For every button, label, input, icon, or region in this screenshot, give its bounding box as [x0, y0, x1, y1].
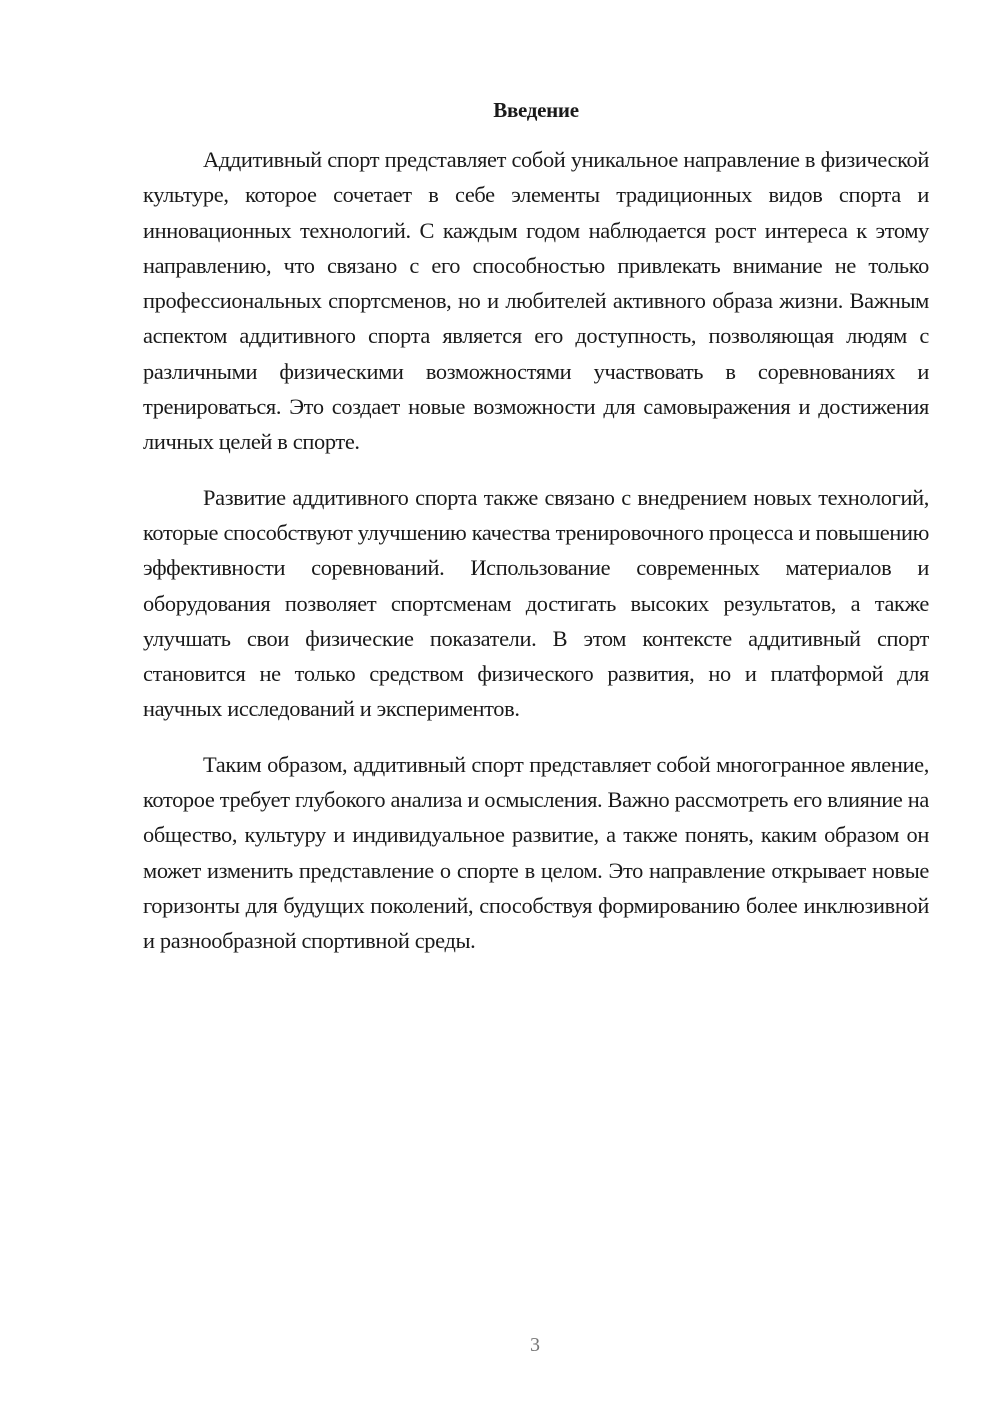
- document-page: [143, 96, 929, 979]
- page-number: 3: [530, 1334, 540, 1356]
- paragraph-3: Таким образом, аддитивный спорт представляет собой многогранное явление, которое требует глубокого анализа и осмысления. Важно рассмотреть его влияние на общество, культуру и индивидуальное развитие, а также понять, каким образом он может изменить представление о спорте в целом. Это направление открывает новые горизонты для будущих поколений, способствуя формированию более инклюзивной и разнообразной спортивной среды.: [143, 751, 929, 954]
- paragraph-1: Аддитивный спорт представляет собой уникальное направление в физической культуре, которое сочетает в себе элементы традиционных видов спорта и инновационных технологий. С каждым годом наблюдается рост интереса к этому направлению, что связано с его способностью привлекать внимание не только профессиональных спортсменов, но и любителей активного образа жизни. Важным аспектом аддитивного спорта является его доступность, позволяющая людям с различными физическими возможностями участвовать в соревнованиях и тренироваться. Это создает новые возможности для самовыражения и достижения личных целей в спорте.: [143, 147, 929, 455]
- paragraph-2: Развитие аддитивного спорта также связано с внедрением новых технологий, которые способствуют улучшению качества тренировочного процесса и повышению эффективности соревнований. Использование современных материалов и оборудования позволяет спортсменам достигать высоких результатов, а также улучшать свои физические показатели. В этом контексте аддитивный спорт становится не только средством физического развития, но и платформой для научных исследований и экспериментов.: [143, 484, 929, 722]
- section-title: Введение: [493, 98, 579, 122]
